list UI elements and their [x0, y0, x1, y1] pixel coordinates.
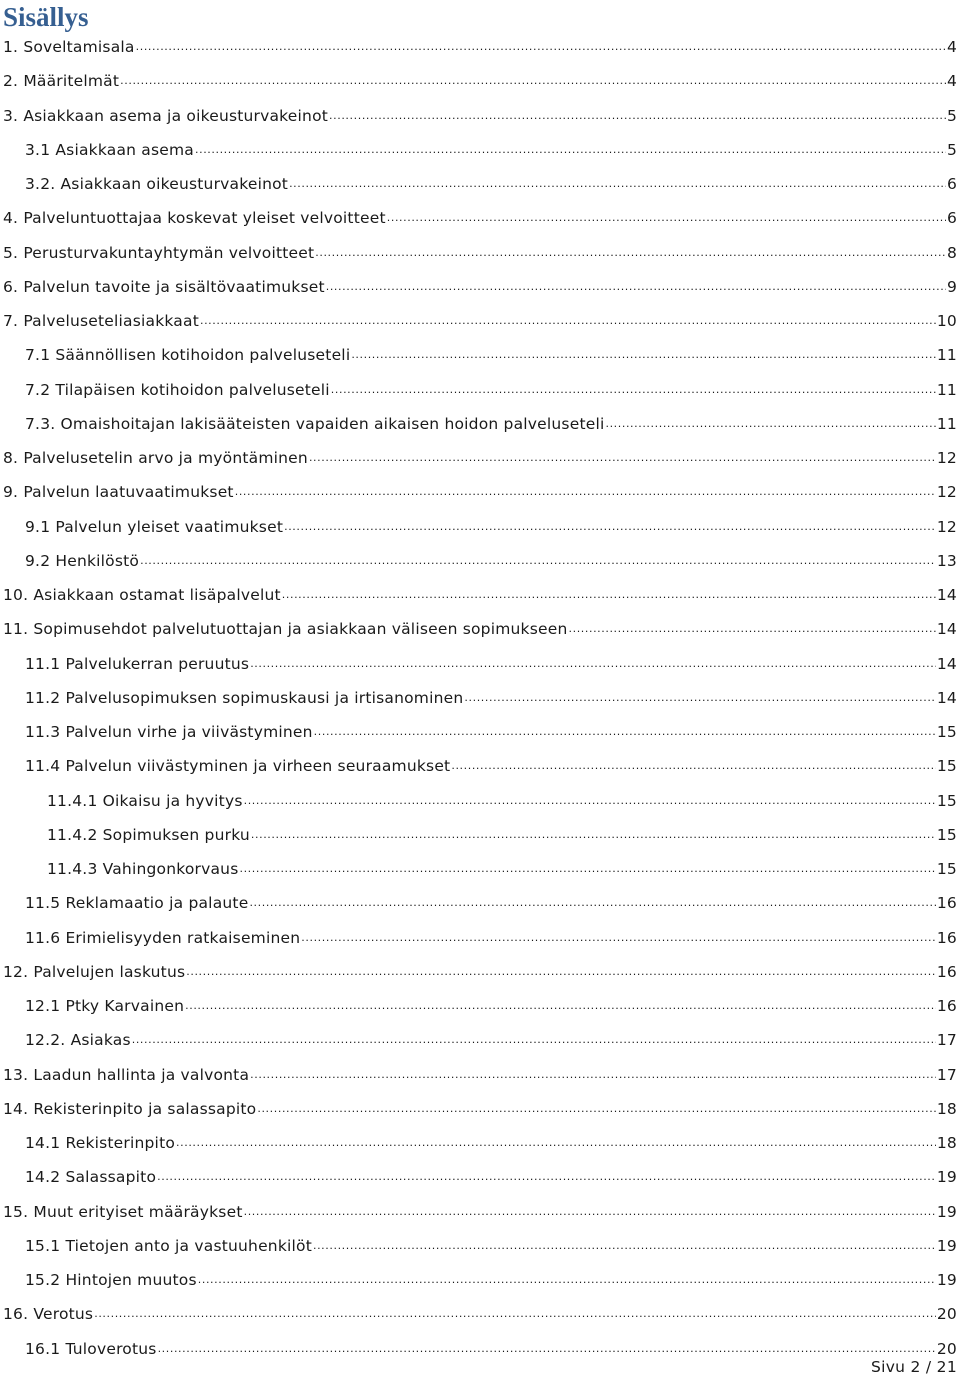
dot-leader — [186, 963, 936, 981]
toc-entry[interactable] — [0, 784, 960, 818]
toc-entry-page-number: 5 — [946, 140, 957, 159]
toc-entry[interactable] — [0, 955, 960, 989]
toc-entry-page-number: 14 — [936, 688, 957, 707]
toc-entry[interactable] — [0, 475, 960, 509]
toc-entry-page-number: 14 — [936, 586, 957, 605]
toc-entry[interactable] — [0, 852, 960, 886]
toc-entry-title: 12. Palvelujen laskutus — [3, 962, 186, 981]
toc-entry-title: 14.2 Salassapito — [25, 1168, 157, 1187]
toc-entry[interactable] — [0, 373, 960, 407]
toc-entry-page-number: 11 — [936, 380, 957, 399]
toc-entry-page-number: 15 — [936, 860, 957, 879]
toc-entry-title: 11.4.1 Oikaisu ja hyvitys — [47, 791, 243, 810]
dot-leader — [200, 312, 936, 330]
toc-entry[interactable] — [0, 715, 960, 749]
toc-entry[interactable] — [0, 1263, 960, 1297]
toc-entry[interactable] — [0, 1332, 960, 1366]
table-of-contents — [0, 30, 960, 1366]
toc-entry[interactable] — [0, 578, 960, 612]
toc-entry-title: 3.2. Asiakkaan oikeusturvakeinot — [25, 175, 289, 194]
toc-entry[interactable] — [0, 681, 960, 715]
dot-leader — [244, 792, 936, 810]
toc-entry-title: 14. Rekisterinpito ja salassapito — [3, 1099, 257, 1118]
toc-entry[interactable] — [0, 886, 960, 920]
dot-leader — [251, 826, 936, 844]
dot-leader — [289, 175, 946, 193]
toc-entry-page-number: 17 — [936, 1065, 957, 1084]
toc-entry-title: 6. Palvelun tavoite ja sisältövaatimukset — [3, 277, 325, 296]
dot-leader — [235, 483, 936, 501]
dot-leader — [249, 894, 935, 912]
dot-leader — [250, 1066, 936, 1084]
toc-entry-title: 16. Verotus — [3, 1305, 94, 1324]
toc-entry-title: 11.1 Palvelukerran peruutus — [25, 654, 250, 673]
toc-entry-page-number: 20 — [936, 1305, 957, 1324]
toc-entry-page-number: 15 — [936, 791, 957, 810]
toc-entry-page-number: 12 — [936, 517, 957, 536]
dot-leader — [315, 244, 946, 262]
dot-leader — [313, 1237, 936, 1255]
toc-entry-page-number: 12 — [936, 483, 957, 502]
toc-entry[interactable] — [0, 1195, 960, 1229]
dot-leader — [301, 929, 936, 947]
toc-entry-title: 15.2 Hintojen muutos — [25, 1271, 197, 1290]
dot-leader — [198, 1271, 936, 1289]
toc-entry-page-number: 19 — [936, 1168, 957, 1187]
dot-leader — [569, 620, 936, 638]
toc-entry[interactable] — [0, 749, 960, 783]
toc-entry-title: 15.1 Tietojen anto ja vastuuhenkilöt — [25, 1236, 312, 1255]
toc-entry-page-number: 14 — [936, 654, 957, 673]
toc-entry-page-number: 9 — [946, 277, 957, 296]
dot-leader — [195, 141, 946, 159]
toc-entry-title: 9.1 Palvelun yleiset vaatimukset — [25, 517, 284, 536]
toc-entry-page-number: 20 — [936, 1339, 957, 1358]
toc-entry-page-number: 15 — [936, 723, 957, 742]
toc-entry[interactable] — [0, 407, 960, 441]
toc-entry-page-number: 19 — [936, 1271, 957, 1290]
toc-entry-title: 3. Asiakkaan asema ja oikeusturvakeinot — [3, 106, 329, 125]
toc-entry[interactable] — [0, 30, 960, 64]
toc-entry[interactable] — [0, 64, 960, 98]
dot-leader — [250, 655, 936, 673]
toc-entry-title: 11.4 Palvelun viivästyminen ja virheen seuraamukset — [25, 757, 451, 776]
toc-entry-title: 7.3. Omaishoitajan lakisääteisten vapaiden aikaisen hoidon palveluseteli — [25, 414, 605, 433]
toc-entry-title: 8. Palvelusetelin arvo ja myöntäminen — [3, 449, 308, 468]
toc-entry[interactable] — [0, 133, 960, 167]
toc-entry-page-number: 19 — [936, 1202, 957, 1221]
toc-entry-title: 9.2 Henkilöstö — [25, 551, 140, 570]
toc-entry-page-number: 19 — [936, 1236, 957, 1255]
dot-leader — [157, 1168, 936, 1186]
toc-entry[interactable] — [0, 612, 960, 646]
toc-entry[interactable] — [0, 270, 960, 304]
dot-leader — [140, 552, 936, 570]
dot-leader — [239, 860, 935, 878]
toc-entry[interactable] — [0, 1058, 960, 1092]
toc-entry-title: 12.1 Ptky Karvainen — [25, 997, 185, 1016]
dot-leader — [451, 757, 936, 775]
toc-entry-page-number: 6 — [946, 209, 957, 228]
dot-leader — [244, 1203, 936, 1221]
toc-entry[interactable] — [0, 99, 960, 133]
toc-entry-page-number: 6 — [946, 175, 957, 194]
toc-entry-title: 7.2 Tilapäisen kotihoidon palveluseteli — [25, 380, 330, 399]
toc-entry-page-number: 11 — [936, 346, 957, 365]
toc-entry-page-number: 18 — [936, 1099, 957, 1118]
toc-entry-title: 12.2. Asiakas — [25, 1031, 131, 1050]
dot-leader — [158, 1340, 936, 1358]
toc-entry-title: 5. Perusturvakuntayhtymän velvoitteet — [3, 243, 315, 262]
dot-leader — [132, 1031, 936, 1049]
toc-entry-title: 11.2 Palvelusopimuksen sopimuskausi ja irtisanominen — [25, 688, 464, 707]
toc-entry-title: 11.4.3 Vahingonkorvaus — [47, 860, 239, 879]
toc-entry-page-number: 4 — [946, 72, 957, 91]
toc-entry-title: 2. Määritelmät — [3, 72, 120, 91]
toc-entry[interactable] — [0, 1229, 960, 1263]
toc-entry-page-number: 17 — [936, 1031, 957, 1050]
dot-leader — [257, 1100, 936, 1118]
toc-entry-title: 11.6 Erimielisyyden ratkaiseminen — [25, 928, 301, 947]
toc-entry[interactable] — [0, 304, 960, 338]
toc-entry-page-number: 13 — [936, 551, 957, 570]
toc-entry[interactable] — [0, 236, 960, 270]
dot-leader — [309, 449, 936, 467]
toc-entry[interactable] — [0, 818, 960, 852]
toc-entry-page-number: 16 — [936, 928, 957, 947]
dot-leader — [284, 518, 936, 536]
toc-entry-title: 10. Asiakkaan ostamat lisäpalvelut — [3, 586, 281, 605]
toc-entry[interactable] — [0, 441, 960, 475]
toc-entry-page-number: 8 — [946, 243, 957, 262]
toc-entry-title: 11.3 Palvelun virhe ja viivästyminen — [25, 723, 313, 742]
dot-leader — [329, 107, 946, 125]
toc-entry-title: 3.1 Asiakkaan asema — [25, 140, 194, 159]
dot-leader — [185, 997, 936, 1015]
toc-entry[interactable] — [0, 1092, 960, 1126]
toc-entry-title: 1. Soveltamisala — [3, 38, 135, 57]
dot-leader — [136, 38, 946, 56]
toc-entry[interactable] — [0, 1160, 960, 1194]
toc-entry-title: 14.1 Rekisterinpito — [25, 1134, 176, 1153]
toc-entry[interactable] — [0, 1297, 960, 1331]
toc-entry-title: 13. Laadun hallinta ja valvonta — [3, 1065, 250, 1084]
toc-entry-page-number: 15 — [936, 757, 957, 776]
toc-entry-title: 16.1 Tuloverotus — [25, 1339, 157, 1358]
dot-leader — [326, 278, 946, 296]
toc-entry-page-number: 12 — [936, 449, 957, 468]
toc-entry-page-number: 16 — [936, 894, 957, 913]
dot-leader — [605, 415, 935, 433]
toc-entry-title: 7. Palveluseteliasiakkaat — [3, 312, 199, 331]
toc-entry-title: 15. Muut erityiset määräykset — [3, 1202, 243, 1221]
dot-leader — [314, 723, 936, 741]
dot-leader — [351, 346, 936, 364]
toc-entry[interactable] — [0, 201, 960, 235]
toc-entry[interactable] — [0, 921, 960, 955]
toc-entry[interactable] — [0, 544, 960, 578]
toc-entry-page-number: 15 — [936, 825, 957, 844]
toc-entry-title: 9. Palvelun laatuvaatimukset — [3, 483, 234, 502]
toc-entry[interactable] — [0, 1023, 960, 1057]
page-number-footer: Sivu 2 / 21 — [870, 1358, 957, 1376]
dot-leader — [282, 586, 936, 604]
toc-entry-page-number: 10 — [936, 312, 957, 331]
dot-leader — [387, 209, 946, 227]
toc-entry-page-number: 14 — [936, 620, 957, 639]
toc-entry-page-number: 11 — [936, 414, 957, 433]
toc-entry-page-number: 5 — [946, 106, 957, 125]
toc-entry[interactable] — [0, 1126, 960, 1160]
dot-leader — [331, 381, 936, 399]
toc-entry[interactable] — [0, 989, 960, 1023]
dot-leader — [464, 689, 935, 707]
toc-entry-page-number: 16 — [936, 997, 957, 1016]
toc-entry-title: 11.5 Reklamaatio ja palaute — [25, 894, 249, 913]
dot-leader — [176, 1134, 936, 1152]
toc-entry-title: 11. Sopimusehdot palvelutuottajan ja asiakkaan väliseen sopimukseen — [3, 620, 568, 639]
toc-entry-page-number: 4 — [946, 38, 957, 57]
toc-entry-title: 11.4.2 Sopimuksen purku — [47, 825, 250, 844]
toc-entry-page-number: 18 — [936, 1134, 957, 1153]
toc-entry-page-number: 16 — [936, 962, 957, 981]
toc-entry[interactable] — [0, 647, 960, 681]
toc-entry[interactable] — [0, 338, 960, 372]
toc-entry-title: 4. Palveluntuottajaa koskevat yleiset velvoitteet — [3, 209, 386, 228]
toc-entry-title: 7.1 Säännöllisen kotihoidon palveluseteli — [25, 346, 351, 365]
toc-entry[interactable] — [0, 167, 960, 201]
toc-title: Sisällys — [3, 2, 89, 32]
toc-entry[interactable] — [0, 510, 960, 544]
dot-leader — [94, 1305, 936, 1323]
dot-leader — [120, 72, 946, 90]
